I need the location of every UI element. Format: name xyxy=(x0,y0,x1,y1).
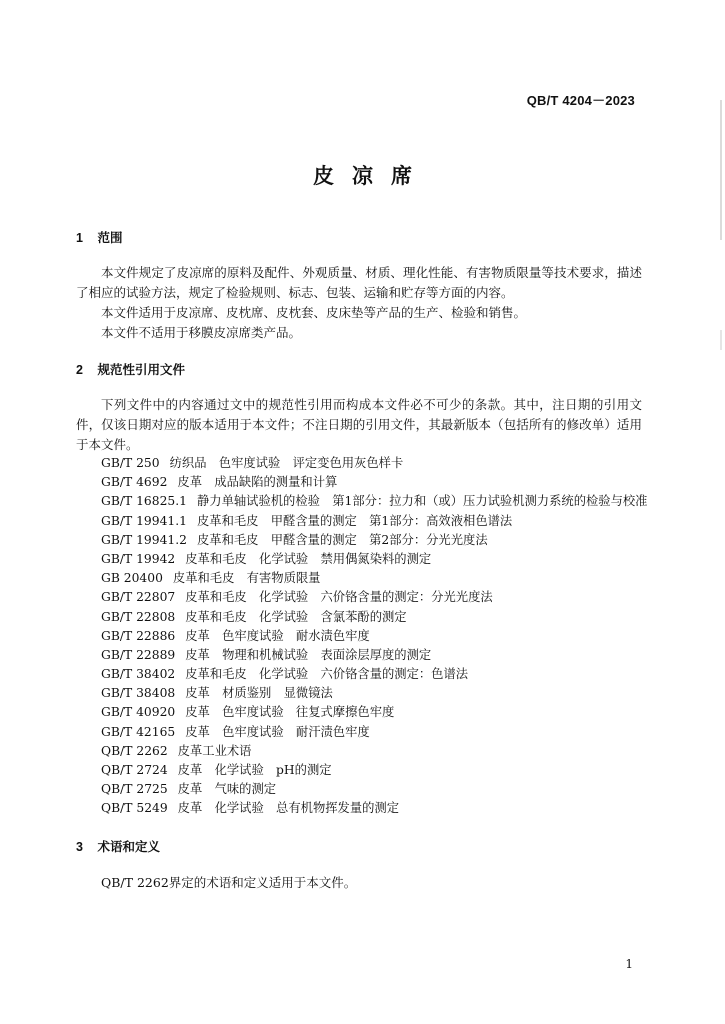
reference-title: 皮革 成品缺陷的测量和计算 xyxy=(177,475,338,490)
reference-item xyxy=(101,531,661,550)
reference-code: QB/T 2262 xyxy=(101,743,168,758)
scope-paragraph: 本文件规定了皮凉席的原料及配件、外观质量、材质、理化性能、有害物质限量等技术要求，描述了相应的试验方法，规定了检验规则、标志、包装、运输和贮存等方面的内容。 xyxy=(76,265,642,300)
section-title: 规范性引用文件 xyxy=(97,363,185,377)
reference-code: GB/T 19941.2 xyxy=(101,532,187,547)
scan-edge-mark xyxy=(720,330,722,350)
reference-title: 皮革和毛皮 化学试验 六价铬含量的测定：色谱法 xyxy=(185,667,469,682)
section-title: 范围 xyxy=(97,231,123,245)
section-title: 术语和定义 xyxy=(97,840,160,854)
reference-title: 静力单轴试验机的检验 第1部分：拉力和（或）压力试验机测力系统的检验与校准 xyxy=(196,494,648,509)
scope-paragraph: 本文件不适用于移膜皮凉席类产品。 xyxy=(101,325,302,340)
reference-item xyxy=(101,761,661,780)
reference-title: 皮革和毛皮 化学试验 含氯苯酚的测定 xyxy=(185,609,407,624)
scope-paragraph: 本文件适用于皮凉席、皮枕席、皮枕套、皮床垫等产品的生产、检验和销售。 xyxy=(101,305,527,320)
reference-title: 皮革 色牢度试验 耐水渍色牢度 xyxy=(185,628,370,643)
normative-intro-text: 下列文件中的内容通过文中的规范性引用而构成本文件必不可少的条款。其中，注日期的引用文件，仅该日期对应的版本适用于本文件；不注日期的引用文件，其最新版本（包括所有的修改单）适用于本文件。 xyxy=(76,397,642,452)
reference-code: GB/T 38408 xyxy=(101,686,176,701)
reference-code: GB/T 22886 xyxy=(101,628,176,643)
reference-code: QB/T 5249 xyxy=(101,801,168,816)
reference-item xyxy=(101,627,661,646)
reference-title: 皮革 色牢度试验 耐汗渍色牢度 xyxy=(185,724,370,739)
reference-title: 纺织品 色牢度试验 评定变色用灰色样卡 xyxy=(169,456,404,470)
section-heading-normative xyxy=(76,360,185,378)
reference-title: 皮革工业术语 xyxy=(177,743,252,758)
reference-code: QB/T 2724 xyxy=(101,763,168,777)
terms-text: QB/T 2262界定的术语和定义适用于本文件。 xyxy=(101,875,357,890)
reference-item xyxy=(101,646,661,665)
reference-item xyxy=(101,550,661,569)
section-number: 3 xyxy=(76,840,83,854)
reference-code: GB/T 250 xyxy=(101,456,160,470)
reference-code: GB/T 19941.1 xyxy=(101,513,187,528)
reference-code: GB/T 22807 xyxy=(101,590,176,605)
section-heading-terms xyxy=(76,837,160,855)
reference-item xyxy=(101,780,661,799)
reference-item xyxy=(101,723,661,742)
reference-title: 皮革和毛皮 化学试验 禁用偶氮染料的测定 xyxy=(185,551,432,566)
section-heading-scope xyxy=(76,228,123,246)
reference-title: 皮革和毛皮 甲醛含量的测定 第2部分：分光光度法 xyxy=(196,532,488,547)
reference-title: 皮革 化学试验 总有机物挥发量的测定 xyxy=(177,801,400,816)
reference-item xyxy=(101,473,661,492)
reference-item xyxy=(101,588,661,607)
terms-body xyxy=(76,873,642,893)
reference-code: GB/T 22889 xyxy=(101,647,176,662)
reference-item xyxy=(101,799,661,818)
reference-item xyxy=(101,492,661,511)
reference-code: GB/T 4692 xyxy=(101,475,168,490)
reference-item xyxy=(101,454,661,473)
scan-edge-mark xyxy=(720,100,722,240)
reference-code: GB 20400 xyxy=(101,571,163,586)
reference-title: 皮革 物理和机械试验 表面涂层厚度的测定 xyxy=(185,647,432,662)
reference-title: 皮革和毛皮 化学试验 六价铬含量的测定：分光光度法 xyxy=(185,590,493,605)
reference-item xyxy=(101,665,661,684)
reference-item xyxy=(101,569,661,588)
reference-item xyxy=(101,742,661,761)
section-number: 1 xyxy=(76,231,83,245)
standard-code: QB/T 4204－2023 xyxy=(526,93,635,108)
reference-code: GB/T 19942 xyxy=(101,551,176,566)
reference-item xyxy=(101,703,661,722)
page-number: 1 xyxy=(625,957,633,971)
reference-item xyxy=(101,684,661,703)
reference-code: GB/T 22808 xyxy=(101,609,176,624)
reference-code: GB/T 40920 xyxy=(101,705,176,720)
document-title: 皮凉席 xyxy=(313,163,430,188)
reference-item xyxy=(101,512,661,531)
reference-list xyxy=(101,454,661,819)
scope-body xyxy=(76,263,642,343)
reference-title: 皮革 化学试验 pH的测定 xyxy=(177,763,332,777)
reference-title: 皮革和毛皮 有害物质限量 xyxy=(172,571,321,586)
section-number: 2 xyxy=(76,363,83,377)
reference-title: 皮革和毛皮 甲醛含量的测定 第1部分：高效液相色谱法 xyxy=(196,513,513,528)
reference-code: GB/T 38402 xyxy=(101,667,176,682)
reference-code: QB/T 2725 xyxy=(101,782,168,797)
reference-code: GB/T 42165 xyxy=(101,724,176,739)
reference-item xyxy=(101,608,661,627)
reference-title: 皮革 材质鉴别 显微镜法 xyxy=(185,686,333,701)
normative-intro xyxy=(76,395,642,455)
reference-title: 皮革 色牢度试验 往复式摩擦色牢度 xyxy=(185,705,395,720)
reference-title: 皮革 气味的测定 xyxy=(177,782,277,797)
reference-code: GB/T 16825.1 xyxy=(101,494,187,509)
